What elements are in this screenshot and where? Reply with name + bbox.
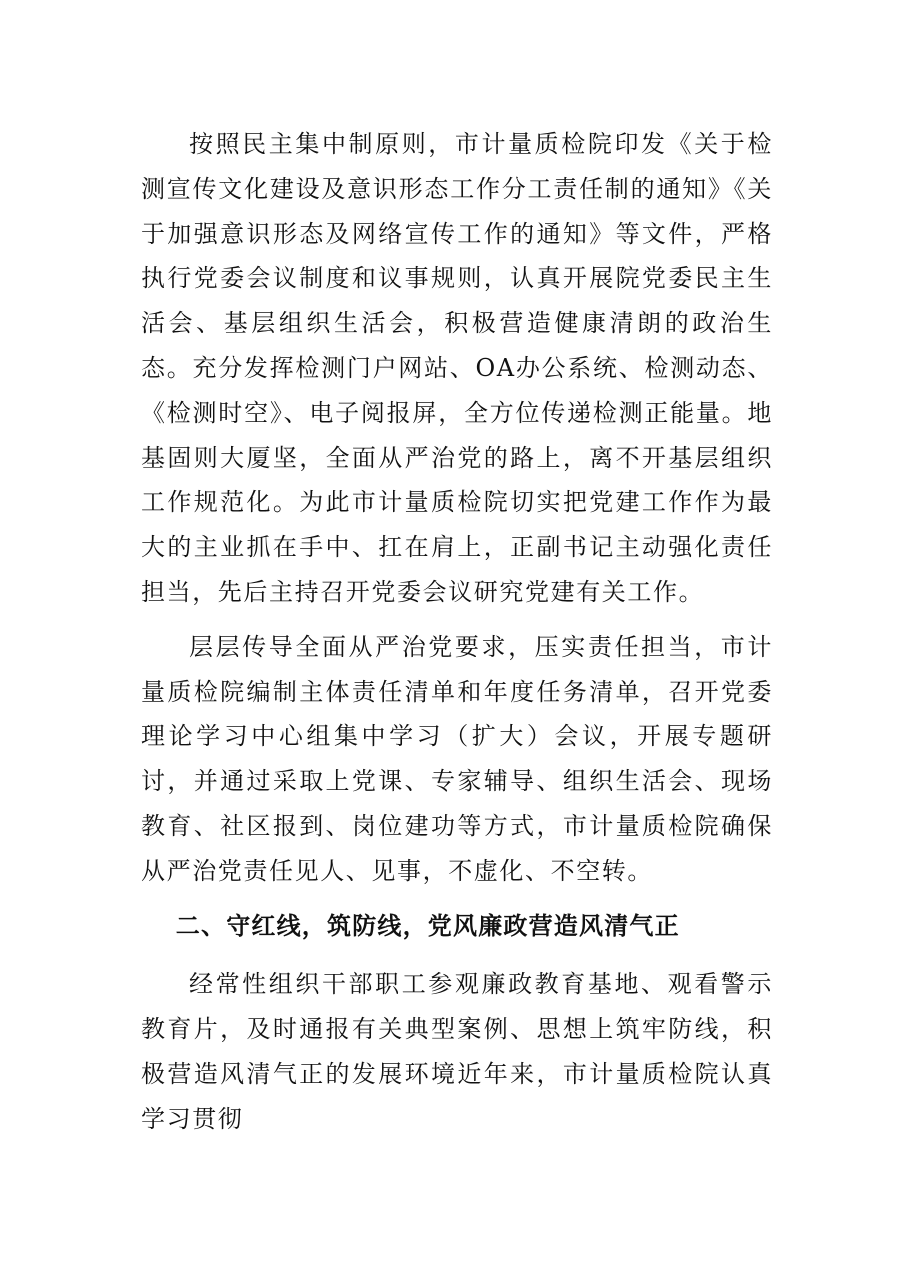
body-paragraph-3: 经常性组织干部职工参观廉政教育基地、观看警示教育片，及时通报有关典型案例、思想上筑牢防线，积极营造风清气正的发展环境近年来，市计量质检院认真学习贯彻 (141, 970, 773, 1133)
body-paragraph-2: 层层传导全面从严治党要求，压实责任担当，市计量质检院编制主体责任清单和年度任务清单，召开党委理论学习中心组集中学习（扩大）会议，开展专题研讨，并通过采取上党课、专家辅导、组织生活会、现场教育、社区报到、岗位建功等方式，市计量质检院确保从严治党责任见人、见事，不虚化、不空转。 (141, 632, 773, 885)
section-heading: 二、守红线，筑防线，党风廉政营造风清气正 (175, 911, 680, 940)
body-paragraph-1: 按照民主集中制原则，市计量质检院印发《关于检测宣传文化建设及意识形态工作分工责任制的通知》《关于加强意识形态及网络宣传工作的通知》等文件，严格执行党委会议制度和议事规则，认真开展院党委民主生活会、基层组织生活会，积极营造健康清朗的政治生态。充分发挥检测门户网站、OA办公系统、检测动态、《检测时空》、电子阅报屏，全方位传递检测正能量。地基固则大厦坚，全面从严治党的路上，离不开基层组织工作规范化。为此市计量质检院切实把党建工作作为最大的主业抓在手中、扛在肩上，正副书记主动强化责任担当，先后主持召开党委会议研究党建有关工作。 (141, 130, 773, 606)
document-body (141, 122, 773, 1152)
